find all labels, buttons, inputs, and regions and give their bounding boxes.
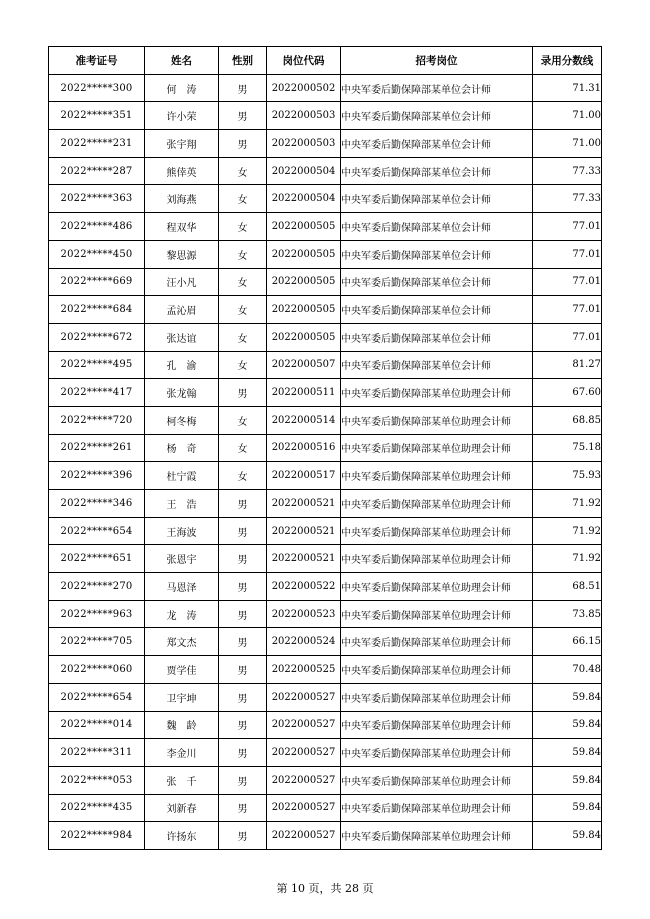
gender-cell: 女 [219, 268, 267, 296]
exam-id-cell: 2022*****450 [49, 240, 145, 268]
cutoff-score-cell: 81.27 [533, 351, 602, 379]
cutoff-score-cell: 59.84 [533, 794, 602, 822]
name-cell: 张宇翔 [145, 130, 219, 158]
table-row [49, 462, 602, 490]
cutoff-score-cell: 70.48 [533, 656, 602, 684]
position-cell: 中央军委后勤保障部某单位会计师 [341, 74, 533, 102]
position-code-cell: 2022000505 [267, 296, 341, 324]
position-code-cell: 2022000527 [267, 711, 341, 739]
cutoff-score-cell: 71.00 [533, 130, 602, 158]
name-cell: 汪小凡 [145, 268, 219, 296]
position-code-cell: 2022000503 [267, 130, 341, 158]
position-code-cell: 2022000527 [267, 683, 341, 711]
page-number: 第 10 页，共 28 页 [276, 882, 374, 895]
cutoff-score-cell: 73.85 [533, 600, 602, 628]
table-row [49, 517, 602, 545]
table-row [49, 406, 602, 434]
exam-id-cell: 2022*****684 [49, 296, 145, 324]
position-code-cell: 2022000505 [267, 240, 341, 268]
position-code-cell: 2022000521 [267, 517, 341, 545]
position-cell: 中央军委后勤保障部某单位助理会计师 [341, 379, 533, 407]
table-header-row [49, 47, 602, 75]
gender-cell: 男 [219, 600, 267, 628]
exam-id-cell: 2022*****261 [49, 434, 145, 462]
table-row [49, 434, 602, 462]
position-code-cell: 2022000502 [267, 74, 341, 102]
cutoff-score-cell: 71.92 [533, 545, 602, 573]
name-cell: 卫宇坤 [145, 683, 219, 711]
name-cell: 王 浩 [145, 490, 219, 518]
name-cell: 李金川 [145, 739, 219, 767]
position-code-cell: 2022000521 [267, 545, 341, 573]
cutoff-score-cell: 59.84 [533, 766, 602, 794]
name-cell: 杨 奇 [145, 434, 219, 462]
position-cell: 中央军委后勤保障部某单位助理会计师 [341, 600, 533, 628]
table-row [49, 766, 602, 794]
position-code-cell: 2022000505 [267, 323, 341, 351]
exam-id-cell: 2022*****495 [49, 351, 145, 379]
position-cell: 中央军委后勤保障部某单位助理会计师 [341, 545, 533, 573]
exam-id-cell: 2022*****654 [49, 517, 145, 545]
exam-id-cell: 2022*****963 [49, 600, 145, 628]
position-code-cell: 2022000505 [267, 268, 341, 296]
results-table [48, 46, 602, 850]
cutoff-score-cell: 77.33 [533, 157, 602, 185]
name-cell: 程双华 [145, 213, 219, 241]
exam-id-cell: 2022*****287 [49, 157, 145, 185]
gender-cell: 男 [219, 822, 267, 850]
table-row [49, 323, 602, 351]
gender-cell: 男 [219, 656, 267, 684]
cutoff-score-cell: 75.93 [533, 462, 602, 490]
header-position: 招考岗位 [341, 47, 533, 75]
name-cell: 魏 龄 [145, 711, 219, 739]
cutoff-score-cell: 75.18 [533, 434, 602, 462]
header-gender: 性别 [219, 47, 267, 75]
exam-id-cell: 2022*****672 [49, 323, 145, 351]
gender-cell: 女 [219, 296, 267, 324]
position-code-cell: 2022000511 [267, 379, 341, 407]
cutoff-score-cell: 67.60 [533, 379, 602, 407]
position-code-cell: 2022000521 [267, 490, 341, 518]
table-row [49, 379, 602, 407]
gender-cell: 男 [219, 766, 267, 794]
position-code-cell: 2022000527 [267, 739, 341, 767]
cutoff-score-cell: 77.01 [533, 296, 602, 324]
name-cell: 王海波 [145, 517, 219, 545]
table-row [49, 240, 602, 268]
gender-cell: 女 [219, 462, 267, 490]
position-code-cell: 2022000516 [267, 434, 341, 462]
exam-id-cell: 2022*****435 [49, 794, 145, 822]
name-cell: 许扬东 [145, 822, 219, 850]
gender-cell: 女 [219, 406, 267, 434]
name-cell: 刘新春 [145, 794, 219, 822]
gender-cell: 男 [219, 517, 267, 545]
position-cell: 中央军委后勤保障部某单位会计师 [341, 268, 533, 296]
name-cell: 张达谊 [145, 323, 219, 351]
gender-cell: 男 [219, 545, 267, 573]
position-cell: 中央军委后勤保障部某单位助理会计师 [341, 434, 533, 462]
gender-cell: 女 [219, 240, 267, 268]
position-code-cell: 2022000514 [267, 406, 341, 434]
position-cell: 中央军委后勤保障部某单位助理会计师 [341, 628, 533, 656]
name-cell: 许小荣 [145, 102, 219, 130]
name-cell: 龙 涛 [145, 600, 219, 628]
cutoff-score-cell: 77.01 [533, 240, 602, 268]
name-cell: 黎思源 [145, 240, 219, 268]
position-cell: 中央军委后勤保障部某单位助理会计师 [341, 656, 533, 684]
position-cell: 中央军委后勤保障部某单位助理会计师 [341, 462, 533, 490]
cutoff-score-cell: 66.15 [533, 628, 602, 656]
exam-id-cell: 2022*****705 [49, 628, 145, 656]
position-cell: 中央军委后勤保障部某单位助理会计师 [341, 683, 533, 711]
name-cell: 柯冬梅 [145, 406, 219, 434]
table-row [49, 711, 602, 739]
exam-id-cell: 2022*****300 [49, 74, 145, 102]
exam-id-cell: 2022*****486 [49, 213, 145, 241]
cutoff-score-cell: 59.84 [533, 683, 602, 711]
exam-id-cell: 2022*****984 [49, 822, 145, 850]
position-cell: 中央军委后勤保障部某单位助理会计师 [341, 490, 533, 518]
table-row [49, 102, 602, 130]
position-code-cell: 2022000504 [267, 157, 341, 185]
position-code-cell: 2022000522 [267, 573, 341, 601]
position-cell: 中央军委后勤保障部某单位会计师 [341, 351, 533, 379]
position-cell: 中央军委后勤保障部某单位助理会计师 [341, 766, 533, 794]
gender-cell: 男 [219, 74, 267, 102]
cutoff-score-cell: 77.01 [533, 323, 602, 351]
cutoff-score-cell: 59.84 [533, 739, 602, 767]
position-cell: 中央军委后勤保障部某单位会计师 [341, 157, 533, 185]
name-cell: 郑文杰 [145, 628, 219, 656]
table-row [49, 296, 602, 324]
exam-id-cell: 2022*****231 [49, 130, 145, 158]
exam-id-cell: 2022*****053 [49, 766, 145, 794]
name-cell: 熊倖英 [145, 157, 219, 185]
table-row [49, 822, 602, 850]
name-cell: 张龙翰 [145, 379, 219, 407]
table-row [49, 573, 602, 601]
position-code-cell: 2022000525 [267, 656, 341, 684]
cutoff-score-cell: 77.01 [533, 268, 602, 296]
gender-cell: 男 [219, 739, 267, 767]
position-code-cell: 2022000507 [267, 351, 341, 379]
gender-cell: 女 [219, 434, 267, 462]
gender-cell: 男 [219, 102, 267, 130]
gender-cell: 男 [219, 490, 267, 518]
table-row [49, 628, 602, 656]
gender-cell: 女 [219, 351, 267, 379]
position-cell: 中央军委后勤保障部某单位会计师 [341, 213, 533, 241]
cutoff-score-cell: 71.92 [533, 490, 602, 518]
position-code-cell: 2022000517 [267, 462, 341, 490]
header-cutoff-score: 录用分数线 [533, 47, 602, 75]
position-cell: 中央军委后勤保障部某单位会计师 [341, 296, 533, 324]
position-cell: 中央军委后勤保障部某单位助理会计师 [341, 573, 533, 601]
name-cell: 孟沁眉 [145, 296, 219, 324]
name-cell: 孔 渝 [145, 351, 219, 379]
table-row [49, 130, 602, 158]
cutoff-score-cell: 77.01 [533, 213, 602, 241]
name-cell: 何 涛 [145, 74, 219, 102]
gender-cell: 男 [219, 794, 267, 822]
table-row [49, 213, 602, 241]
gender-cell: 男 [219, 683, 267, 711]
position-code-cell: 2022000503 [267, 102, 341, 130]
cutoff-score-cell: 68.85 [533, 406, 602, 434]
table-row [49, 157, 602, 185]
gender-cell: 男 [219, 711, 267, 739]
cutoff-score-cell: 71.92 [533, 517, 602, 545]
cutoff-score-cell: 59.84 [533, 822, 602, 850]
position-cell: 中央军委后勤保障部某单位助理会计师 [341, 517, 533, 545]
table-row [49, 683, 602, 711]
position-cell: 中央军委后勤保障部某单位会计师 [341, 185, 533, 213]
name-cell: 张 千 [145, 766, 219, 794]
name-cell: 杜宁霞 [145, 462, 219, 490]
exam-id-cell: 2022*****651 [49, 545, 145, 573]
exam-id-cell: 2022*****669 [49, 268, 145, 296]
cutoff-score-cell: 59.84 [533, 711, 602, 739]
cutoff-score-cell: 71.31 [533, 74, 602, 102]
table-row [49, 794, 602, 822]
position-code-cell: 2022000505 [267, 213, 341, 241]
position-cell: 中央军委后勤保障部某单位会计师 [341, 323, 533, 351]
table-row [49, 490, 602, 518]
exam-id-cell: 2022*****060 [49, 656, 145, 684]
position-cell: 中央军委后勤保障部某单位助理会计师 [341, 739, 533, 767]
position-code-cell: 2022000527 [267, 794, 341, 822]
exam-id-cell: 2022*****014 [49, 711, 145, 739]
gender-cell: 男 [219, 628, 267, 656]
table-row [49, 185, 602, 213]
table-row [49, 74, 602, 102]
exam-id-cell: 2022*****351 [49, 102, 145, 130]
name-cell: 贾学佳 [145, 656, 219, 684]
cutoff-score-cell: 71.00 [533, 102, 602, 130]
exam-id-cell: 2022*****720 [49, 406, 145, 434]
gender-cell: 女 [219, 157, 267, 185]
position-code-cell: 2022000527 [267, 822, 341, 850]
name-cell: 马恩泽 [145, 573, 219, 601]
exam-id-cell: 2022*****346 [49, 490, 145, 518]
position-cell: 中央军委后勤保障部某单位助理会计师 [341, 711, 533, 739]
name-cell: 刘海燕 [145, 185, 219, 213]
header-exam-id: 准考证号 [49, 47, 145, 75]
table-row [49, 545, 602, 573]
header-name: 姓名 [145, 47, 219, 75]
exam-id-cell: 2022*****311 [49, 739, 145, 767]
exam-id-cell: 2022*****363 [49, 185, 145, 213]
gender-cell: 男 [219, 573, 267, 601]
position-code-cell: 2022000523 [267, 600, 341, 628]
position-code-cell: 2022000504 [267, 185, 341, 213]
position-cell: 中央军委后勤保障部某单位会计师 [341, 102, 533, 130]
gender-cell: 女 [219, 185, 267, 213]
gender-cell: 男 [219, 130, 267, 158]
header-position-code: 岗位代码 [267, 47, 341, 75]
name-cell: 张恩宇 [145, 545, 219, 573]
exam-id-cell: 2022*****396 [49, 462, 145, 490]
position-code-cell: 2022000527 [267, 766, 341, 794]
cutoff-score-cell: 77.33 [533, 185, 602, 213]
table-row [49, 656, 602, 684]
position-cell: 中央军委后勤保障部某单位会计师 [341, 130, 533, 158]
table-row [49, 739, 602, 767]
table-row [49, 351, 602, 379]
gender-cell: 女 [219, 213, 267, 241]
position-code-cell: 2022000524 [267, 628, 341, 656]
gender-cell: 女 [219, 323, 267, 351]
position-cell: 中央军委后勤保障部某单位助理会计师 [341, 822, 533, 850]
table-body [49, 74, 602, 849]
position-cell: 中央军委后勤保障部某单位会计师 [341, 240, 533, 268]
cutoff-score-cell: 68.51 [533, 573, 602, 601]
position-cell: 中央军委后勤保障部某单位助理会计师 [341, 406, 533, 434]
table-row [49, 268, 602, 296]
exam-id-cell: 2022*****654 [49, 683, 145, 711]
exam-id-cell: 2022*****270 [49, 573, 145, 601]
table-row [49, 600, 602, 628]
exam-id-cell: 2022*****417 [49, 379, 145, 407]
gender-cell: 男 [219, 379, 267, 407]
position-cell: 中央军委后勤保障部某单位助理会计师 [341, 794, 533, 822]
